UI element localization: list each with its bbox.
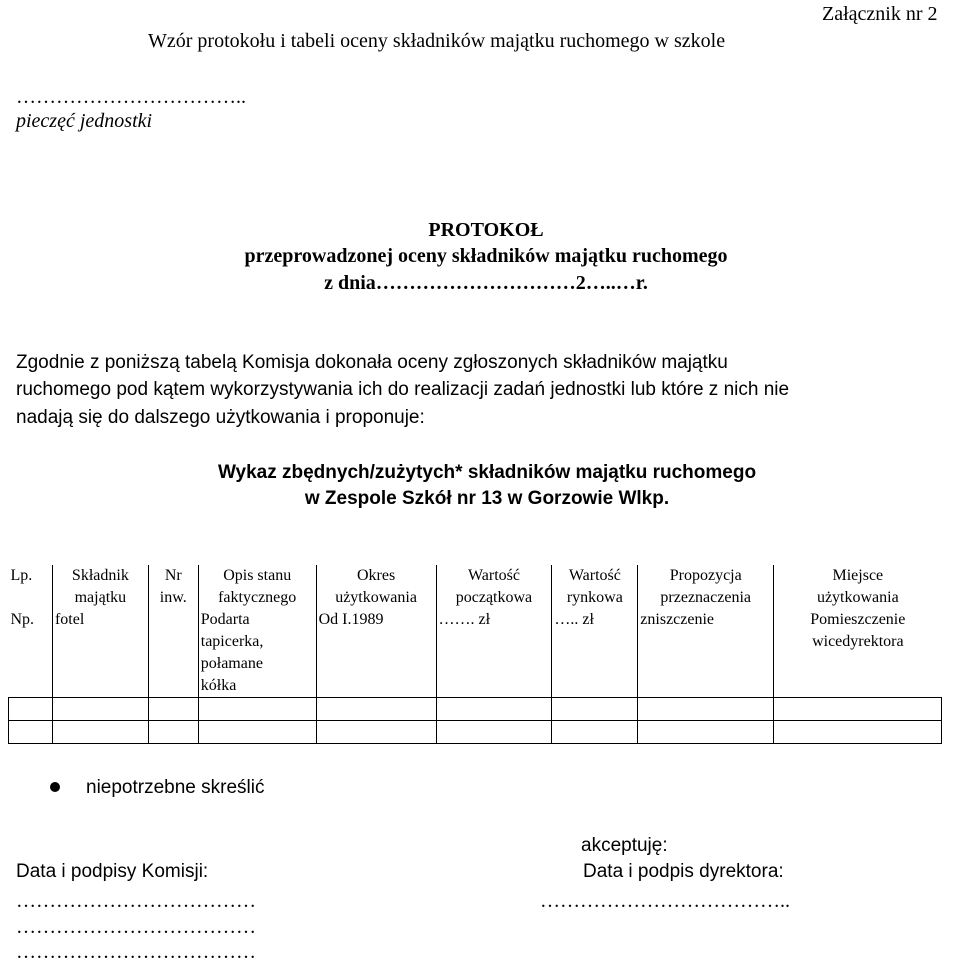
cell-desc: Podarta tapicerka, połamane kółka [198, 609, 316, 698]
protocol-subtitle: przeprowadzonej oceny składników majątku ruchomego [244, 245, 728, 267]
intro-line-1: Zgodnie z poniższą tabelą Komisja dokonała oceny zgłoszonych składników majątku [16, 352, 728, 373]
protocol-title: PROTOKOŁ [428, 219, 544, 241]
director-signature-line: ……………………………….. [540, 890, 790, 912]
committee-label: Data i podpisy Komisji: [16, 861, 209, 882]
list-title: Wykaz zbędnych/zużytych* składników majątku ruchomego [217, 462, 757, 483]
table-row [9, 721, 942, 744]
stamp-label: pieczęć jednostki [16, 110, 153, 132]
header-initial-value: Wartość początkowa [436, 565, 552, 609]
intro-line-2: ruchomego pod kątem wykorzystywania ich do realizacji zadań jednostki lub które z nich nie [16, 379, 790, 400]
footnote: niepotrzebne skreślić [86, 777, 265, 798]
list-subtitle: w Zespole Szkół nr 13 w Gorzowie Wlkp. [304, 488, 670, 509]
cell-item: fotel [52, 609, 148, 698]
committee-signature-line-2: ……………………………… [16, 916, 256, 938]
header-inv: Nr inw. [148, 565, 198, 609]
table-header-row [9, 565, 942, 609]
inventory-table [8, 565, 942, 744]
header-proposal: Propozycja przeznaczenia [638, 565, 774, 609]
header-desc: Opis stanu faktycznego [198, 565, 316, 609]
header-market-value: Wartość rynkowa [552, 565, 638, 609]
header-period: Okres użytkowania [316, 565, 436, 609]
cell-place: Pomieszczenie wicedyrektora [774, 609, 942, 698]
stamp-dots: …………………………….. [16, 86, 246, 108]
annex-label: Załącznik nr 2 [822, 3, 938, 25]
protocol-date-line: z dnia…………………………2…..…r. [324, 272, 648, 294]
cell-lp: Np. [9, 609, 53, 698]
cell-inv [148, 609, 198, 698]
table-row [9, 698, 942, 721]
director-label: Data i podpis dyrektora: [583, 861, 784, 882]
committee-signature-line-3: ……………………………… [16, 941, 256, 963]
cell-period: Od I.1989 [316, 609, 436, 698]
table-row [9, 609, 942, 698]
bullet-icon [50, 782, 60, 792]
intro-line-3: nadają się do dalszego użytkowania i proponuje: [16, 407, 425, 428]
header-lp: Lp. [9, 565, 53, 609]
header-item: Składnik majątku [52, 565, 148, 609]
committee-signature-line-1: ……………………………… [16, 890, 256, 912]
header-place: Miejsce użytkowania [774, 565, 942, 609]
cell-market-value: ….. zł [552, 609, 638, 698]
cell-proposal: zniszczenie [638, 609, 774, 698]
cell-initial-value: ……. zł [436, 609, 552, 698]
accept-label: akceptuję: [581, 835, 668, 856]
template-title: Wzór protokołu i tabeli oceny składników majątku ruchomego w szkole [148, 30, 726, 52]
